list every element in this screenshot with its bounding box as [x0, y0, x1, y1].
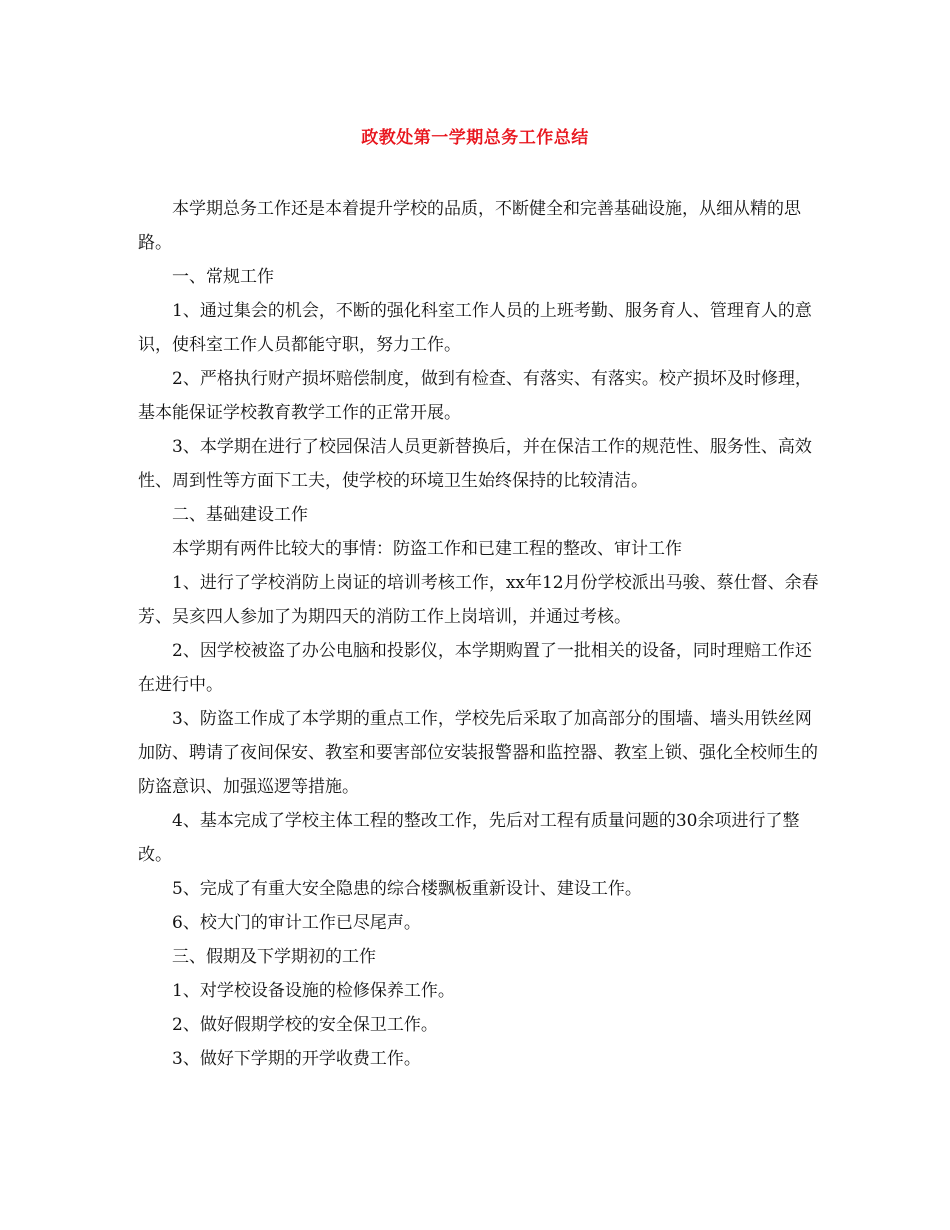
- paragraph-item: 2、做好假期学校的安全保卫工作。: [172, 1015, 438, 1035]
- paragraph-item: 1、通过集会的机会，不断的强化科室工作人员的上班考勤、服务育人、管理育人的意识，使科室工作人员都能守职，努力工作。: [138, 301, 812, 355]
- document-body: [138, 192, 828, 1076]
- paragraph-item: 6、校大门的审计工作已尽尾声。: [172, 913, 421, 933]
- paragraph-item: 3、本学期在进行了校园保洁人员更新替换后，并在保洁工作的规范性、服务性、高效性、周到性等方面下工夫，使学校的环境卫生始终保持的比较清洁。: [138, 437, 812, 491]
- section-heading-routine: 一、常规工作: [172, 267, 274, 287]
- paragraph-intro: 本学期总务工作还是本着提升学校的品质，不断健全和完善基础设施，从细从精的思路。: [138, 199, 801, 253]
- section-heading-holiday: 三、假期及下学期初的工作: [172, 947, 376, 967]
- paragraph-item: 1、对学校设备设施的检修保养工作。: [172, 981, 455, 1001]
- paragraph-item: 2、因学校被盗了办公电脑和投影仪，本学期购置了一批相关的设备，同时理赔工作还在进行中。: [138, 641, 812, 695]
- paragraph-item: 3、做好下学期的开学收费工作。: [172, 1049, 421, 1069]
- paragraph-item: 本学期有两件比较大的事情：防盗工作和已建工程的整改、审计工作: [172, 539, 682, 559]
- paragraph-item: 5、完成了有重大安全隐患的综合楼飘板重新设计、建设工作。: [172, 879, 642, 899]
- paragraph-item: 4、基本完成了学校主体工程的整改工作，先后对工程有质量问题的30余项进行了整改。: [138, 811, 800, 865]
- paragraph-item: 1、进行了学校消防上岗证的培训考核工作，xx年12月份学校派出马骏、蔡仕督、余春芳、吴亥四人参加了为期四天的消防工作上岗培训，并通过考核。: [138, 573, 819, 627]
- paragraph-item: 3、防盗工作成了本学期的重点工作，学校先后采取了加高部分的围墙、墙头用铁丝网加防、聘请了夜间保安、教室和要害部位安装报警器和监控器、教室上锁、强化全校师生的防盗意识、加强巡逻等措施。: [138, 709, 818, 797]
- paragraph-item: 2、严格执行财产损坏赔偿制度，做到有检查、有落实、有落实。校产损坏及时修理，基本能保证学校教育教学工作的正常开展。: [138, 369, 812, 423]
- document-title: 政教处第一学期总务工作总结: [361, 128, 589, 148]
- section-heading-infrastructure: 二、基础建设工作: [172, 505, 308, 525]
